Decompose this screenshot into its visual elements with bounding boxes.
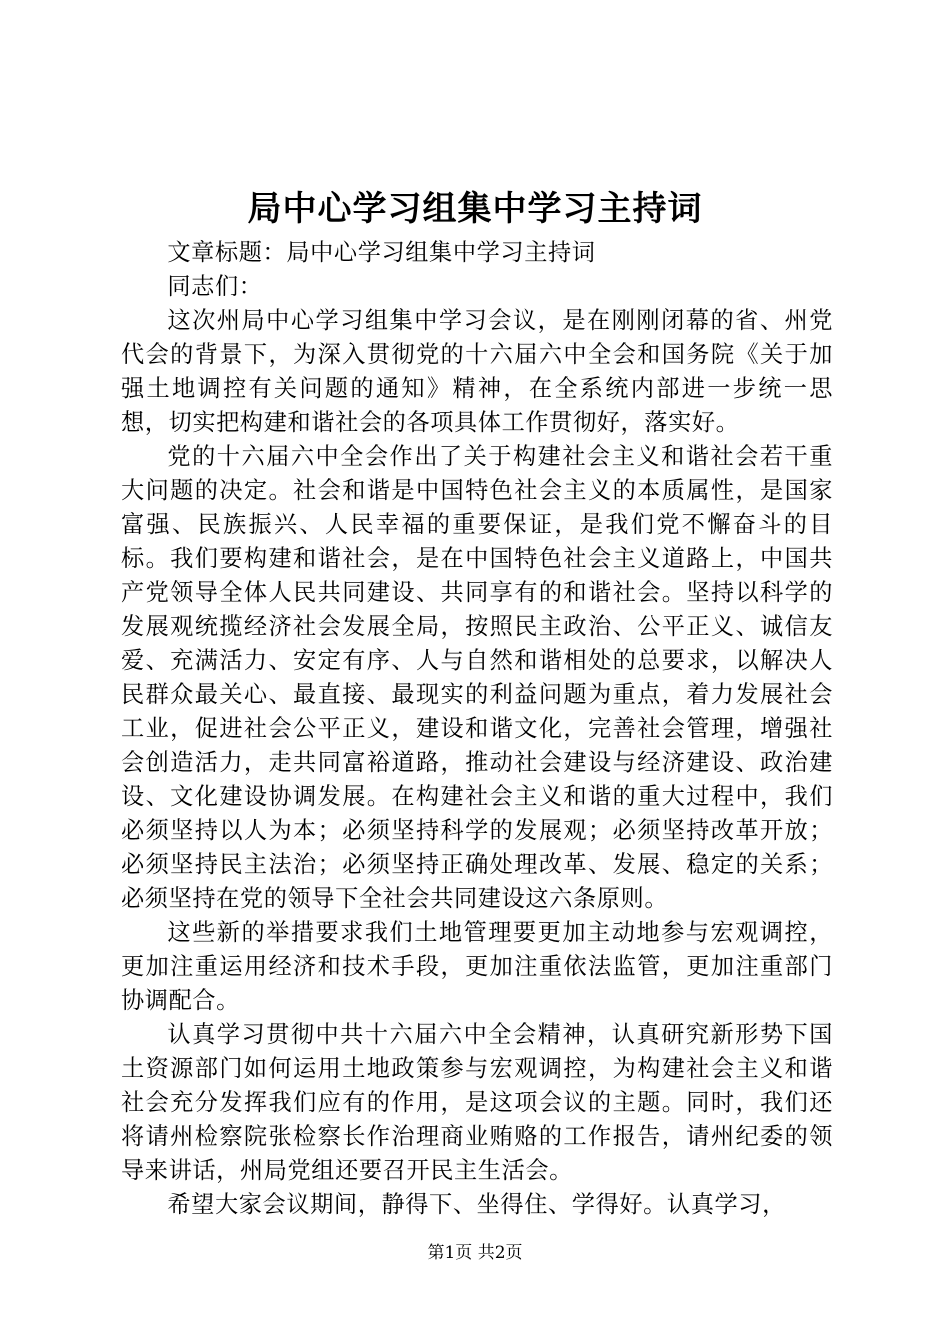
document-title: 局中心学习组集中学习主持词 — [247, 189, 703, 229]
paragraph-meeting-theme: 认真学习贯彻中共十六届六中全会精神，认真研究新形势下国土资源部门如何运用土地政策参与宏观调控，为构建社会主义和谐社会充分发挥我们应有的作用，是这项会议的主题。同时，我们还将请州检察院张检察长作治理商业贿赂的工作报告，请州纪委的领导来讲话，州局党组还要召开民主生活会。 — [121, 1021, 833, 1184]
paragraph-harmonious-society: 党的十六届六中全会作出了关于构建社会主义和谐社会若干重大问题的决定。社会和谐是中国特色社会主义的本质属性，是国家富强、民族振兴、人民幸福的重要保证，是我们党不懈奋斗的目标。我们要构建和谐社会，是在中国特色社会主义道路上，中国共产党领导全体人民共同建设、共同享有的和谐社会。坚持以科学的发展观统揽经济社会发展全局，按照民主政治、公平正义、诚信友爱、充满活力、安定有序、人与自然和谐相处的总要求，以解决人民群众最关心、最直接、最现实的利益问题为重点，着力发展社会工业，促进社会公平正义，建设和谐文化，完善社会管理，增强社会创造活力，走共同富裕道路，推动社会建设与经济建设、政治建设、文化建设协调发展。在构建社会主义和谐的重大过程中，我们必须坚持以人为本；必须坚持科学的发展观；必须坚持改革开放；必须坚持民主法治；必须坚持正确处理改革、发展、稳定的关系；必须坚持在党的领导下全社会共同建设这六条原则。 — [121, 443, 833, 912]
paragraph-article-title: 文章标题：局中心学习组集中学习主持词 — [167, 239, 596, 266]
paragraph-land-management: 这些新的举措要求我们土地管理要更加主动地参与宏观调控，更加注重运用经济和技术手段，更加注重依法监管，更加注重部门协调配合。 — [121, 919, 833, 1014]
paragraph-meeting-intro: 这次州局中心学习组集中学习会议，是在刚刚闭幕的省、州党代会的背景下，为深入贯彻党的十六届六中全会和国务院《关于加强土地调控有关问题的通知》精神，在全系统内部进一步统一思想，切实把构建和谐社会的各项具体工作贯彻好，落实好。 — [121, 307, 833, 436]
page-number-footer: 第1页 共2页 — [427, 1243, 523, 1263]
paragraph-closing: 希望大家会议期间，静得下、坐得住、学得好。认真学习， — [167, 1191, 786, 1218]
paragraph-salutation: 同志们： — [167, 273, 263, 300]
document-body — [121, 236, 833, 1222]
